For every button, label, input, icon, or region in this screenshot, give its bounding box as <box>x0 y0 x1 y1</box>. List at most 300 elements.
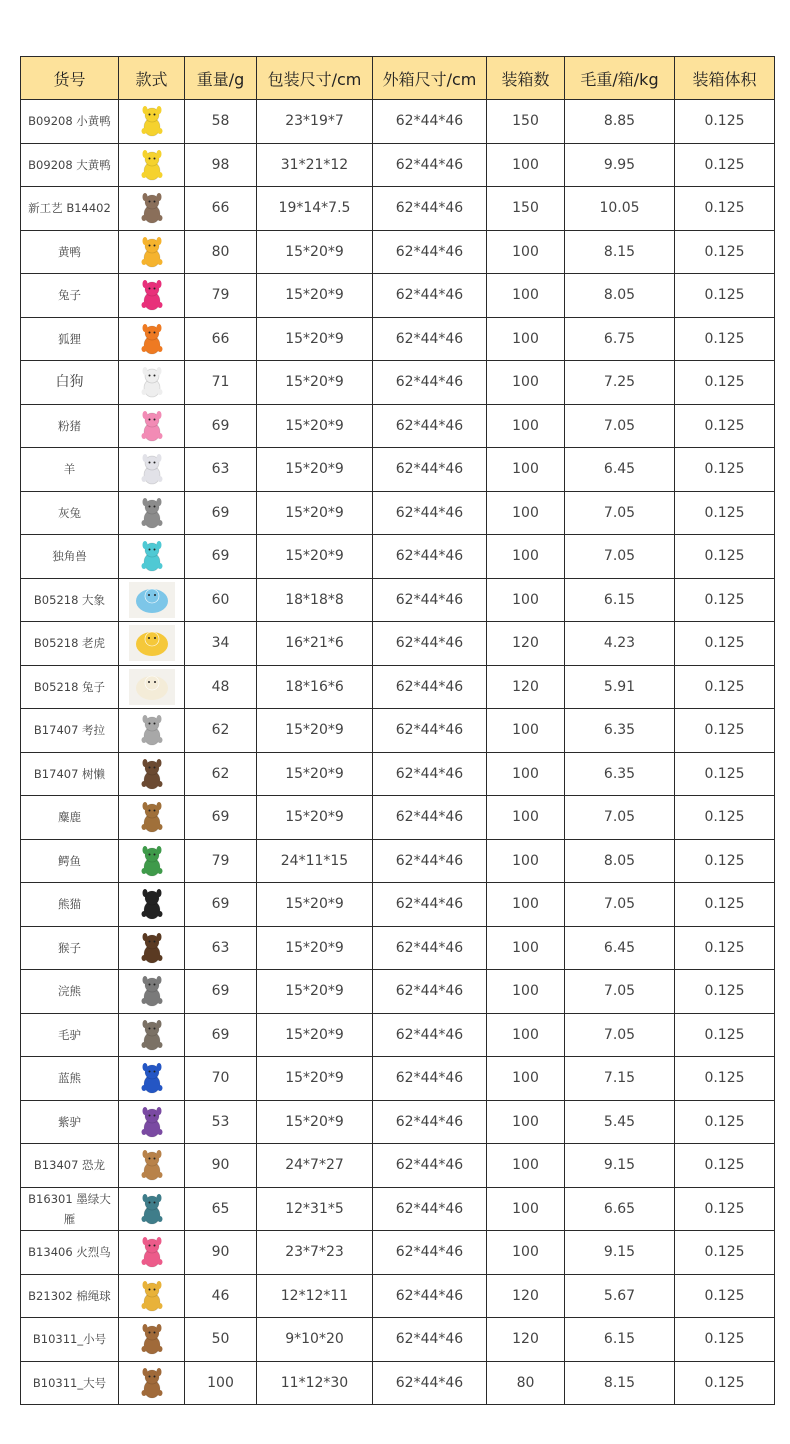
gross-weight-cell: 6.65 <box>565 1187 675 1231</box>
table-row <box>21 143 775 187</box>
carton-size-cell: 62*44*46 <box>373 883 487 927</box>
volume-cell: 0.125 <box>675 100 775 144</box>
carton-qty-cell: 100 <box>487 970 565 1014</box>
table-row <box>21 317 775 361</box>
table-row <box>21 796 775 840</box>
volume-cell: 0.125 <box>675 1231 775 1275</box>
item-code-cell: 浣熊 <box>21 970 119 1014</box>
style-image-cell <box>119 1361 185 1405</box>
table-row <box>21 709 775 753</box>
table-row <box>21 230 775 274</box>
carton-size-cell: 62*44*46 <box>373 622 487 666</box>
pack-size-cell: 15*20*9 <box>257 752 373 796</box>
volume-cell: 0.125 <box>675 578 775 622</box>
style-image-cell <box>119 187 185 231</box>
item-code-cell: 狐狸 <box>21 317 119 361</box>
style-image-cell <box>119 274 185 318</box>
carton-qty-cell: 100 <box>487 709 565 753</box>
bear-toy-icon <box>135 1366 169 1400</box>
weight-cell: 70 <box>185 1057 257 1101</box>
item-code-cell: B13406 火烈鸟 <box>21 1231 119 1275</box>
table-row <box>21 1057 775 1101</box>
carton-qty-cell: 100 <box>487 317 565 361</box>
pack-size-cell: 16*21*6 <box>257 622 373 666</box>
volume-cell: 0.125 <box>675 491 775 535</box>
donkey-toy-icon <box>135 1018 169 1052</box>
item-code-cell: 兔子 <box>21 274 119 318</box>
item-code-cell: B09208 小黄鸭 <box>21 100 119 144</box>
item-code-cell: 鳄鱼 <box>21 839 119 883</box>
volume-cell: 0.125 <box>675 274 775 318</box>
style-image-cell <box>119 317 185 361</box>
weight-cell: 69 <box>185 535 257 579</box>
fox-toy-icon <box>135 322 169 356</box>
gross-weight-cell: 7.05 <box>565 535 675 579</box>
style-image-cell <box>119 1144 185 1188</box>
gross-weight-cell: 6.45 <box>565 448 675 492</box>
yellow-duck-toy-icon <box>135 104 169 138</box>
gross-weight-cell: 7.05 <box>565 491 675 535</box>
table-row <box>21 448 775 492</box>
volume-cell: 0.125 <box>675 1187 775 1231</box>
item-code-cell: 独角兽 <box>21 535 119 579</box>
gross-weight-cell: 7.15 <box>565 1057 675 1101</box>
table-row <box>21 274 775 318</box>
style-image-cell <box>119 665 185 709</box>
carton-size-cell: 62*44*46 <box>373 100 487 144</box>
carton-qty-cell: 100 <box>487 361 565 405</box>
weight-cell: 53 <box>185 1100 257 1144</box>
carton-qty-cell: 100 <box>487 274 565 318</box>
weight-cell: 65 <box>185 1187 257 1231</box>
style-image-cell <box>119 622 185 666</box>
weight-cell: 69 <box>185 1013 257 1057</box>
header-carton-size: 外箱尺寸/cm <box>373 57 487 100</box>
gross-weight-cell: 6.35 <box>565 709 675 753</box>
gray-rabbit-toy-icon <box>135 496 169 530</box>
volume-cell: 0.125 <box>675 317 775 361</box>
pack-size-cell: 19*14*7.5 <box>257 187 373 231</box>
table-row <box>21 1144 775 1188</box>
volume-cell: 0.125 <box>675 796 775 840</box>
pink-pig-toy-icon <box>135 409 169 443</box>
carton-size-cell: 62*44*46 <box>373 1100 487 1144</box>
carton-size-cell: 62*44*46 <box>373 317 487 361</box>
weight-cell: 69 <box>185 404 257 448</box>
pack-size-cell: 15*20*9 <box>257 970 373 1014</box>
gross-weight-cell: 9.95 <box>565 143 675 187</box>
pack-size-cell: 15*20*9 <box>257 448 373 492</box>
weight-cell: 80 <box>185 230 257 274</box>
style-image-cell <box>119 1231 185 1275</box>
style-image-cell <box>119 448 185 492</box>
item-code-cell: 白狗 <box>21 361 119 405</box>
carton-size-cell: 62*44*46 <box>373 709 487 753</box>
carton-size-cell: 62*44*46 <box>373 1318 487 1362</box>
volume-cell: 0.125 <box>675 535 775 579</box>
table-row <box>21 187 775 231</box>
weight-cell: 63 <box>185 448 257 492</box>
style-image-cell <box>119 796 185 840</box>
carton-size-cell: 62*44*46 <box>373 361 487 405</box>
volume-cell: 0.125 <box>675 1100 775 1144</box>
carton-qty-cell: 100 <box>487 796 565 840</box>
style-image-cell <box>119 1057 185 1101</box>
weight-cell: 58 <box>185 100 257 144</box>
pack-size-cell: 23*19*7 <box>257 100 373 144</box>
item-code-cell: B16301 墨绿大雁 <box>21 1187 119 1231</box>
table-row <box>21 1318 775 1362</box>
carton-size-cell: 62*44*46 <box>373 274 487 318</box>
weight-cell: 66 <box>185 187 257 231</box>
volume-cell: 0.125 <box>675 448 775 492</box>
carton-qty-cell: 100 <box>487 143 565 187</box>
weight-cell: 34 <box>185 622 257 666</box>
weight-cell: 69 <box>185 970 257 1014</box>
carton-size-cell: 62*44*46 <box>373 1013 487 1057</box>
carton-size-cell: 62*44*46 <box>373 578 487 622</box>
gross-weight-cell: 5.45 <box>565 1100 675 1144</box>
item-code-cell: B05218 老虎 <box>21 622 119 666</box>
weight-cell: 46 <box>185 1274 257 1318</box>
weight-cell: 62 <box>185 752 257 796</box>
purple-donkey-toy-icon <box>135 1105 169 1139</box>
header-gross-weight: 毛重/箱/kg <box>565 57 675 100</box>
carton-qty-cell: 80 <box>487 1361 565 1405</box>
item-code-cell: 紫驴 <box>21 1100 119 1144</box>
item-code-cell: 羊 <box>21 448 119 492</box>
item-code-cell: 粉猪 <box>21 404 119 448</box>
weight-cell: 66 <box>185 317 257 361</box>
table-row <box>21 1274 775 1318</box>
carton-qty-cell: 120 <box>487 1274 565 1318</box>
gross-weight-cell: 6.15 <box>565 578 675 622</box>
blue-bear-toy-icon <box>135 1061 169 1095</box>
carton-qty-cell: 100 <box>487 1187 565 1231</box>
gross-weight-cell: 7.25 <box>565 361 675 405</box>
weight-cell: 69 <box>185 491 257 535</box>
raccoon-toy-icon <box>135 974 169 1008</box>
carton-qty-cell: 100 <box>487 230 565 274</box>
yellow-duck-toy-icon <box>135 235 169 269</box>
table-row <box>21 361 775 405</box>
style-image-cell <box>119 1187 185 1231</box>
carton-qty-cell: 100 <box>487 535 565 579</box>
carton-size-cell: 62*44*46 <box>373 143 487 187</box>
table-row <box>21 926 775 970</box>
item-code-cell: B10311_大号 <box>21 1361 119 1405</box>
table-row <box>21 752 775 796</box>
style-image-cell <box>119 535 185 579</box>
style-image-cell <box>119 100 185 144</box>
pack-size-cell: 15*20*9 <box>257 883 373 927</box>
item-code-cell: B05218 兔子 <box>21 665 119 709</box>
style-image-cell <box>119 491 185 535</box>
item-code-cell: B13407 恐龙 <box>21 1144 119 1188</box>
item-code-cell: 毛驴 <box>21 1013 119 1057</box>
table-row <box>21 404 775 448</box>
carton-qty-cell: 150 <box>487 187 565 231</box>
pack-size-cell: 12*31*5 <box>257 1187 373 1231</box>
gross-weight-cell: 7.05 <box>565 796 675 840</box>
panda-toy-icon <box>135 887 169 921</box>
volume-cell: 0.125 <box>675 752 775 796</box>
monkey-toy-icon <box>135 931 169 965</box>
gross-weight-cell: 9.15 <box>565 1144 675 1188</box>
carton-qty-cell: 100 <box>487 883 565 927</box>
header-weight: 重量/g <box>185 57 257 100</box>
carton-size-cell: 62*44*46 <box>373 187 487 231</box>
item-code-cell: 新工艺 B14402 <box>21 187 119 231</box>
item-code-cell: 麋鹿 <box>21 796 119 840</box>
carton-size-cell: 62*44*46 <box>373 1144 487 1188</box>
table-row <box>21 1100 775 1144</box>
carton-size-cell: 62*44*46 <box>373 1187 487 1231</box>
bear-toy-icon <box>135 1322 169 1356</box>
pack-size-cell: 15*20*9 <box>257 1013 373 1057</box>
unicorn-toy-icon <box>135 539 169 573</box>
style-image-cell <box>119 839 185 883</box>
header-style: 款式 <box>119 57 185 100</box>
volume-cell: 0.125 <box>675 970 775 1014</box>
header-carton-volume: 装箱体积 <box>675 57 775 100</box>
gross-weight-cell: 6.45 <box>565 926 675 970</box>
item-code-cell: 黄鸭 <box>21 230 119 274</box>
gross-weight-cell: 5.91 <box>565 665 675 709</box>
item-code-cell: B10311_小号 <box>21 1318 119 1362</box>
style-image-cell <box>119 230 185 274</box>
gross-weight-cell: 6.35 <box>565 752 675 796</box>
carton-size-cell: 62*44*46 <box>373 752 487 796</box>
volume-cell: 0.125 <box>675 230 775 274</box>
table-row <box>21 578 775 622</box>
carton-qty-cell: 150 <box>487 100 565 144</box>
carton-qty-cell: 120 <box>487 665 565 709</box>
pack-size-cell: 24*7*27 <box>257 1144 373 1188</box>
header-code: 货号 <box>21 57 119 100</box>
rope-animal-toy-icon <box>135 191 169 225</box>
volume-cell: 0.125 <box>675 143 775 187</box>
pack-size-cell: 12*12*11 <box>257 1274 373 1318</box>
volume-cell: 0.125 <box>675 1274 775 1318</box>
item-code-cell: B05218 大象 <box>21 578 119 622</box>
rabbit-toy-icon <box>129 669 175 705</box>
weight-cell: 98 <box>185 143 257 187</box>
volume-cell: 0.125 <box>675 1318 775 1362</box>
table-row <box>21 1231 775 1275</box>
style-image-cell <box>119 361 185 405</box>
pack-size-cell: 15*20*9 <box>257 230 373 274</box>
carton-qty-cell: 100 <box>487 926 565 970</box>
carton-qty-cell: 100 <box>487 404 565 448</box>
pack-size-cell: 31*21*12 <box>257 143 373 187</box>
volume-cell: 0.125 <box>675 883 775 927</box>
pack-size-cell: 15*20*9 <box>257 361 373 405</box>
pack-size-cell: 11*12*30 <box>257 1361 373 1405</box>
pack-size-cell: 15*20*9 <box>257 1100 373 1144</box>
gross-weight-cell: 8.05 <box>565 839 675 883</box>
item-code-cell: 灰兔 <box>21 491 119 535</box>
gross-weight-cell: 7.05 <box>565 883 675 927</box>
table-row <box>21 883 775 927</box>
carton-qty-cell: 100 <box>487 578 565 622</box>
volume-cell: 0.125 <box>675 1144 775 1188</box>
table-row <box>21 970 775 1014</box>
carton-size-cell: 62*44*46 <box>373 839 487 883</box>
gross-weight-cell: 6.75 <box>565 317 675 361</box>
style-image-cell <box>119 709 185 753</box>
weight-cell: 63 <box>185 926 257 970</box>
carton-qty-cell: 100 <box>487 1057 565 1101</box>
item-code-cell: B09208 大黄鸭 <box>21 143 119 187</box>
volume-cell: 0.125 <box>675 404 775 448</box>
header-row <box>21 57 775 100</box>
item-code-cell: 蓝熊 <box>21 1057 119 1101</box>
carton-size-cell: 62*44*46 <box>373 926 487 970</box>
product-spec-table <box>20 56 775 1405</box>
carton-size-cell: 62*44*46 <box>373 448 487 492</box>
sheep-toy-icon <box>135 452 169 486</box>
volume-cell: 0.125 <box>675 622 775 666</box>
table-row <box>21 665 775 709</box>
table-row <box>21 839 775 883</box>
style-image-cell <box>119 1100 185 1144</box>
carton-size-cell: 62*44*46 <box>373 1361 487 1405</box>
pack-size-cell: 15*20*9 <box>257 274 373 318</box>
carton-qty-cell: 120 <box>487 622 565 666</box>
weight-cell: 62 <box>185 709 257 753</box>
style-image-cell <box>119 143 185 187</box>
pack-size-cell: 9*10*20 <box>257 1318 373 1362</box>
elephant-toy-icon <box>129 582 175 618</box>
flamingo-toy-icon <box>135 1235 169 1269</box>
table-row <box>21 535 775 579</box>
rabbit-toy-icon <box>135 278 169 312</box>
weight-cell: 69 <box>185 883 257 927</box>
volume-cell: 0.125 <box>675 1013 775 1057</box>
pack-size-cell: 15*20*9 <box>257 404 373 448</box>
carton-size-cell: 62*44*46 <box>373 665 487 709</box>
weight-cell: 50 <box>185 1318 257 1362</box>
volume-cell: 0.125 <box>675 839 775 883</box>
weight-cell: 90 <box>185 1231 257 1275</box>
volume-cell: 0.125 <box>675 187 775 231</box>
volume-cell: 0.125 <box>675 709 775 753</box>
gross-weight-cell: 7.05 <box>565 1013 675 1057</box>
carton-qty-cell: 100 <box>487 1144 565 1188</box>
style-image-cell <box>119 883 185 927</box>
carton-qty-cell: 100 <box>487 1013 565 1057</box>
white-dog-toy-icon <box>135 365 169 399</box>
gross-weight-cell: 9.15 <box>565 1231 675 1275</box>
weight-cell: 71 <box>185 361 257 405</box>
carton-qty-cell: 100 <box>487 1231 565 1275</box>
carton-qty-cell: 120 <box>487 1318 565 1362</box>
style-image-cell <box>119 752 185 796</box>
item-code-cell: B21302 棉绳球 <box>21 1274 119 1318</box>
pack-size-cell: 15*20*9 <box>257 317 373 361</box>
pack-size-cell: 15*20*9 <box>257 535 373 579</box>
carton-size-cell: 62*44*46 <box>373 796 487 840</box>
style-image-cell <box>119 1013 185 1057</box>
weight-cell: 79 <box>185 839 257 883</box>
volume-cell: 0.125 <box>675 665 775 709</box>
item-code-cell: B17407 树懒 <box>21 752 119 796</box>
gross-weight-cell: 8.15 <box>565 1361 675 1405</box>
pack-size-cell: 23*7*23 <box>257 1231 373 1275</box>
carton-qty-cell: 100 <box>487 752 565 796</box>
table-row <box>21 622 775 666</box>
gross-weight-cell: 5.67 <box>565 1274 675 1318</box>
style-image-cell <box>119 578 185 622</box>
weight-cell: 69 <box>185 796 257 840</box>
volume-cell: 0.125 <box>675 926 775 970</box>
style-image-cell <box>119 1318 185 1362</box>
table-row <box>21 1361 775 1405</box>
gross-weight-cell: 8.05 <box>565 274 675 318</box>
carton-size-cell: 62*44*46 <box>373 535 487 579</box>
volume-cell: 0.125 <box>675 361 775 405</box>
table-row <box>21 1013 775 1057</box>
sloth-toy-icon <box>135 757 169 791</box>
style-image-cell <box>119 404 185 448</box>
style-image-cell <box>119 970 185 1014</box>
style-image-cell <box>119 926 185 970</box>
gross-weight-cell: 8.15 <box>565 230 675 274</box>
pack-size-cell: 15*20*9 <box>257 796 373 840</box>
table-row <box>21 1187 775 1231</box>
goose-toy-icon <box>135 1192 169 1226</box>
crocodile-toy-icon <box>135 844 169 878</box>
item-code-cell: 猴子 <box>21 926 119 970</box>
item-code-cell: B17407 考拉 <box>21 709 119 753</box>
header-pack-size: 包装尺寸/cm <box>257 57 373 100</box>
pack-size-cell: 15*20*9 <box>257 926 373 970</box>
dinosaur-toy-icon <box>135 1148 169 1182</box>
pack-size-cell: 15*20*9 <box>257 491 373 535</box>
carton-qty-cell: 100 <box>487 839 565 883</box>
carton-qty-cell: 100 <box>487 448 565 492</box>
weight-cell: 60 <box>185 578 257 622</box>
pack-size-cell: 15*20*9 <box>257 1057 373 1101</box>
style-image-cell <box>119 1274 185 1318</box>
volume-cell: 0.125 <box>675 1361 775 1405</box>
gross-weight-cell: 6.15 <box>565 1318 675 1362</box>
weight-cell: 90 <box>185 1144 257 1188</box>
gross-weight-cell: 10.05 <box>565 187 675 231</box>
carton-size-cell: 62*44*46 <box>373 230 487 274</box>
table-row <box>21 100 775 144</box>
carton-size-cell: 62*44*46 <box>373 970 487 1014</box>
yellow-duck-toy-icon <box>135 148 169 182</box>
item-code-cell: 熊猫 <box>21 883 119 927</box>
carton-qty-cell: 100 <box>487 1100 565 1144</box>
header-carton-qty: 装箱数 <box>487 57 565 100</box>
rope-ball-toy-icon <box>135 1279 169 1313</box>
gross-weight-cell: 7.05 <box>565 404 675 448</box>
carton-size-cell: 62*44*46 <box>373 1231 487 1275</box>
carton-size-cell: 62*44*46 <box>373 1274 487 1318</box>
carton-qty-cell: 100 <box>487 491 565 535</box>
volume-cell: 0.125 <box>675 1057 775 1101</box>
deer-toy-icon <box>135 800 169 834</box>
pack-size-cell: 18*16*6 <box>257 665 373 709</box>
pack-size-cell: 24*11*15 <box>257 839 373 883</box>
pack-size-cell: 18*18*8 <box>257 578 373 622</box>
pack-size-cell: 15*20*9 <box>257 709 373 753</box>
carton-size-cell: 62*44*46 <box>373 404 487 448</box>
gross-weight-cell: 4.23 <box>565 622 675 666</box>
